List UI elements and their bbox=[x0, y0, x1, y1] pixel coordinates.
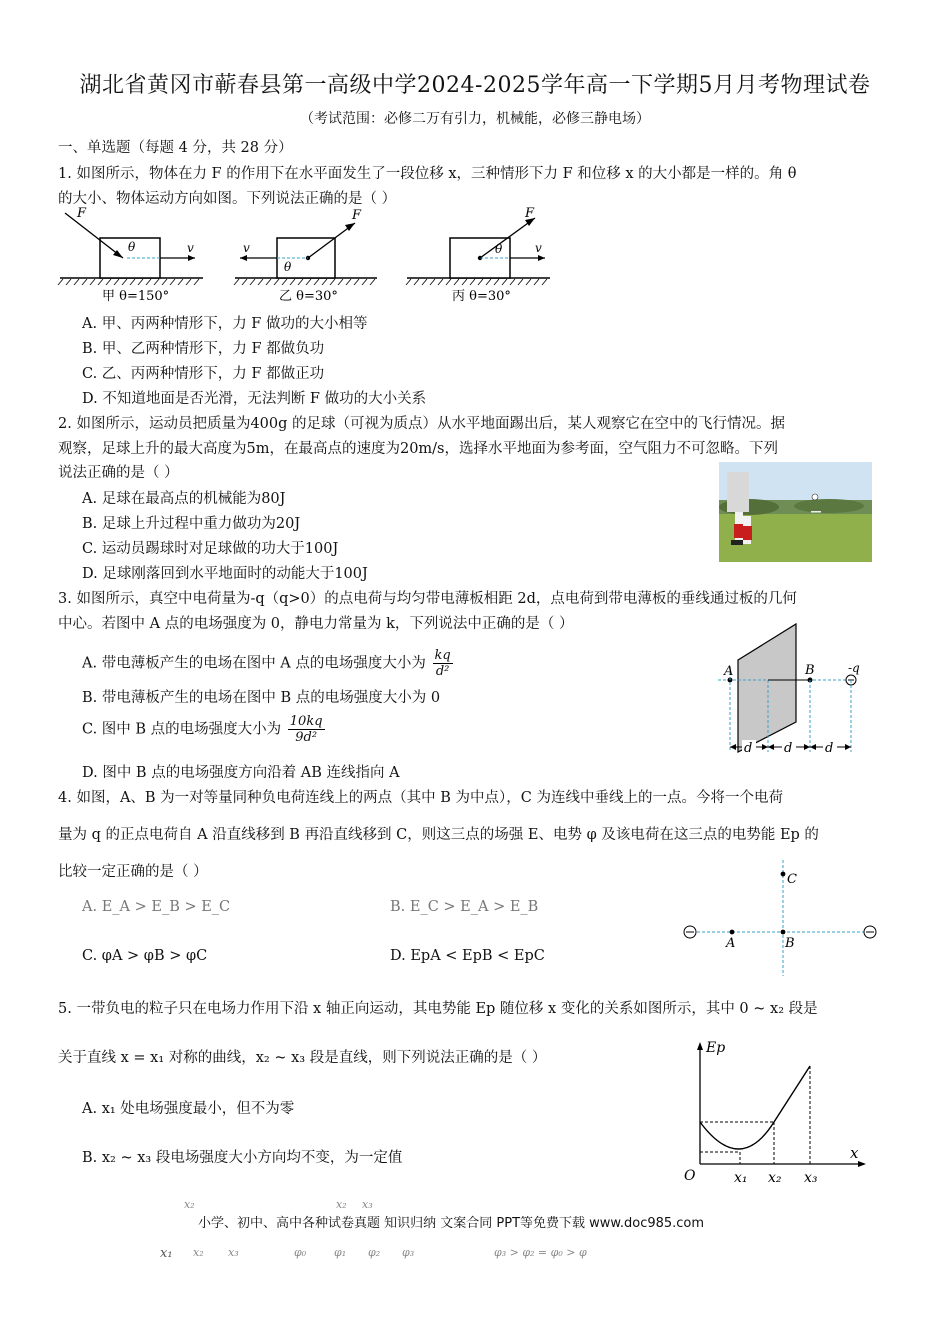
q4-figure bbox=[678, 856, 888, 978]
q5-option-a: A. x₁ 处电场强度最小，但不为零 bbox=[82, 1101, 295, 1117]
q1-stem-line2: 的大小、物体运动方向如图。下列说法正确的是（ ） bbox=[58, 191, 397, 207]
svg-text:d: d bbox=[825, 741, 834, 756]
q1-fig-jia-label: 甲 θ=150° bbox=[102, 289, 170, 304]
ghost-phi1: φ₁ bbox=[334, 1246, 347, 1259]
q2-option-d: D. 足球刚落回到水平地面时的动能大于100J bbox=[82, 566, 368, 582]
q1-option-b: B. 甲、乙两种情形下，力 F 都做负功 bbox=[82, 341, 325, 357]
ghost-phi2: φ₂ bbox=[368, 1246, 381, 1259]
q2-option-b: B. 足球上升过程中重力做功为20J bbox=[82, 516, 301, 532]
q2-stem-line3: 说法正确的是（ ） bbox=[58, 465, 179, 481]
q5-stem-line1: 5. 一带负电的粒子只在电场力作用下沿 x 轴正向运动，其电势能 Ep 随位移 x 变化的关系如图所示，其中 0 ~ x₂ 段是 bbox=[58, 1001, 818, 1017]
svg-text:Ep: Ep bbox=[706, 1040, 726, 1056]
page-title: 湖北省黄冈市蕲春县第一高级中学2024-2025学年高一下学期5月月考物理试卷 bbox=[79, 73, 871, 98]
svg-text:v: v bbox=[243, 241, 250, 255]
q3-fraction-a: $\frac{kq}{\text{d²}}$ bbox=[434, 648, 451, 679]
svg-text:θ: θ bbox=[495, 242, 503, 256]
section-title: 一、单选题（每题 4 分，共 28 分） bbox=[58, 140, 293, 156]
ghost-phi3: φ₃ bbox=[402, 1246, 415, 1259]
ghost-x3b: x₃ bbox=[228, 1246, 239, 1259]
ghost-x1: x₁ bbox=[160, 1246, 173, 1261]
svg-text:θ: θ bbox=[284, 260, 292, 274]
q1-fig-bing-label: 丙 θ=30° bbox=[452, 289, 511, 304]
ghost-phi0: φ₀ bbox=[294, 1246, 307, 1259]
svg-text:A: A bbox=[726, 936, 736, 951]
svg-text:x₁: x₁ bbox=[734, 1170, 748, 1186]
q1-stem-line1: 1. 如图所示，物体在力 F 的作用下在水平面发生了一段位移 x，三种情形下力 F 和位移 x 的大小都是一样的。角 θ bbox=[58, 166, 797, 182]
q1-option-a: A. 甲、丙两种情形下，力 F 做功的大小相等 bbox=[82, 316, 368, 332]
q1-option-c: C. 乙、丙两种情形下，力 F 都做正功 bbox=[82, 366, 325, 382]
q5-figure bbox=[676, 1036, 876, 1186]
svg-text:x: x bbox=[850, 1144, 859, 1162]
q2-stem-line1: 2. 如图所示，运动员把质量为400g 的足球（可视为质点）从水平地面踢出后，某人观察它在空中的飞行情况。据 bbox=[58, 416, 786, 432]
ghost-x2b: x₂ bbox=[336, 1198, 347, 1211]
q3-option-c: C. 图中 B 点的电场强度大小为 $\frac{10kq}{\text{9d²}}$ bbox=[82, 714, 323, 745]
q2-option-c: C. 运动员踢球时对足球做的功大于100J bbox=[82, 541, 339, 557]
exam-scope: （考试范围：必修二万有引力，机械能，必修三静电场） bbox=[300, 111, 650, 127]
q1-fig-yi bbox=[234, 208, 377, 304]
svg-text:B: B bbox=[785, 936, 795, 951]
svg-text:F: F bbox=[352, 208, 362, 223]
ghost-x3: x₃ bbox=[362, 1198, 373, 1211]
svg-text:θ: θ bbox=[128, 240, 136, 254]
q2-option-a: A. 足球在最高点的机械能为80J bbox=[82, 491, 286, 507]
q4-option-c: C. φA > φB > φC bbox=[82, 948, 208, 964]
q1-fig-yi-label: 乙 θ=30° bbox=[279, 289, 338, 304]
q5-option-b: B. x₂ ~ x₃ 段电场强度大小方向均不变，为一定值 bbox=[82, 1150, 403, 1166]
q1-fig-jia bbox=[58, 206, 203, 304]
ghost-x2a: x₂ bbox=[184, 1198, 195, 1211]
q2-stem-line2: 观察，足球上升的最大高度为5m，在最高点的速度为20m/s，选择水平地面为参考面，空气阻力不可忽略。下列 bbox=[58, 441, 778, 457]
q5-stem-line2: 关于直线 x = x₁ 对称的曲线，x₂ ~ x₃ 段是直线，则下列说法正确的是（ ） bbox=[58, 1050, 547, 1066]
q3-option-b: B. 带电薄板产生的电场在图中 B 点的电场强度大小为 0 bbox=[82, 690, 441, 706]
q4-option-d: D. EpA < EpB < EpC bbox=[390, 948, 545, 964]
q3-stem-line1: 3. 如图所示，真空中电荷量为-q（q>0）的点电荷与均匀带电薄板相距 2d，点电荷到带电薄板的垂线通过板的几何 bbox=[58, 591, 797, 607]
svg-text:x₃: x₃ bbox=[804, 1170, 818, 1186]
soccer-photo bbox=[719, 462, 872, 562]
ghost-phi-compare: φ₃ > φ₂ = φ₀ > φ bbox=[494, 1246, 587, 1259]
q4-stem-line3: 比较一定正确的是（ ） bbox=[58, 864, 208, 880]
svg-text:B: B bbox=[805, 663, 815, 678]
svg-text:C: C bbox=[787, 872, 797, 887]
q3-option-d: D. 图中 B 点的电场强度方向沿着 AB 连线指向 A bbox=[82, 765, 400, 781]
q3-figure bbox=[718, 622, 868, 760]
q3-fraction-c: $\frac{10kq}{\text{9d²}}$ bbox=[289, 714, 323, 745]
q1-fig-bing bbox=[406, 206, 550, 304]
footer-watermark: 小学、初中、高中各种试卷真题 知识归纳 文案合同 PPT等免费下载 www.doc985.com bbox=[198, 1216, 705, 1231]
q4-stem-line2: 量为 q 的正点电荷自 A 沿直线移到 B 再沿直线移到 C，则这三点的场强 E、电势 φ 及该电荷在这三点的电势能 Ep 的 bbox=[58, 827, 819, 843]
q4-option-a: A. E_A > E_B > E_C bbox=[82, 899, 231, 915]
q1-option-d: D. 不知道地面是否光滑，无法判断 F 做功的大小关系 bbox=[82, 391, 427, 407]
svg-text:F: F bbox=[77, 206, 87, 221]
svg-text:x₂: x₂ bbox=[768, 1170, 782, 1186]
q4-option-b: B. E_C > E_A > E_B bbox=[390, 899, 539, 915]
svg-text:O: O bbox=[684, 1168, 696, 1184]
svg-text:v: v bbox=[535, 241, 542, 255]
svg-text:d: d bbox=[744, 741, 753, 756]
svg-text:d: d bbox=[784, 741, 793, 756]
q1-figure bbox=[55, 205, 555, 305]
ghost-x2c: x₂ bbox=[193, 1246, 204, 1259]
svg-text:A: A bbox=[724, 664, 734, 679]
svg-text:v: v bbox=[187, 241, 194, 255]
svg-text:-q: -q bbox=[848, 661, 860, 675]
q3-stem-line2: 中心。若图中 A 点的电场强度为 0，静电力常量为 k，下列说法中正确的是（ ） bbox=[58, 616, 574, 632]
q3-option-a: A. 带电薄板产生的电场在图中 A 点的电场强度大小为 $\frac{kq}{\text{d²}}$ bbox=[82, 648, 451, 679]
q4-stem-line1: 4. 如图，A、B 为一对等量同种负电荷连线上的两点（其中 B 为中点），C 为连线中垂线上的一点。今将一个电荷 bbox=[58, 790, 784, 806]
svg-text:F: F bbox=[525, 206, 535, 221]
